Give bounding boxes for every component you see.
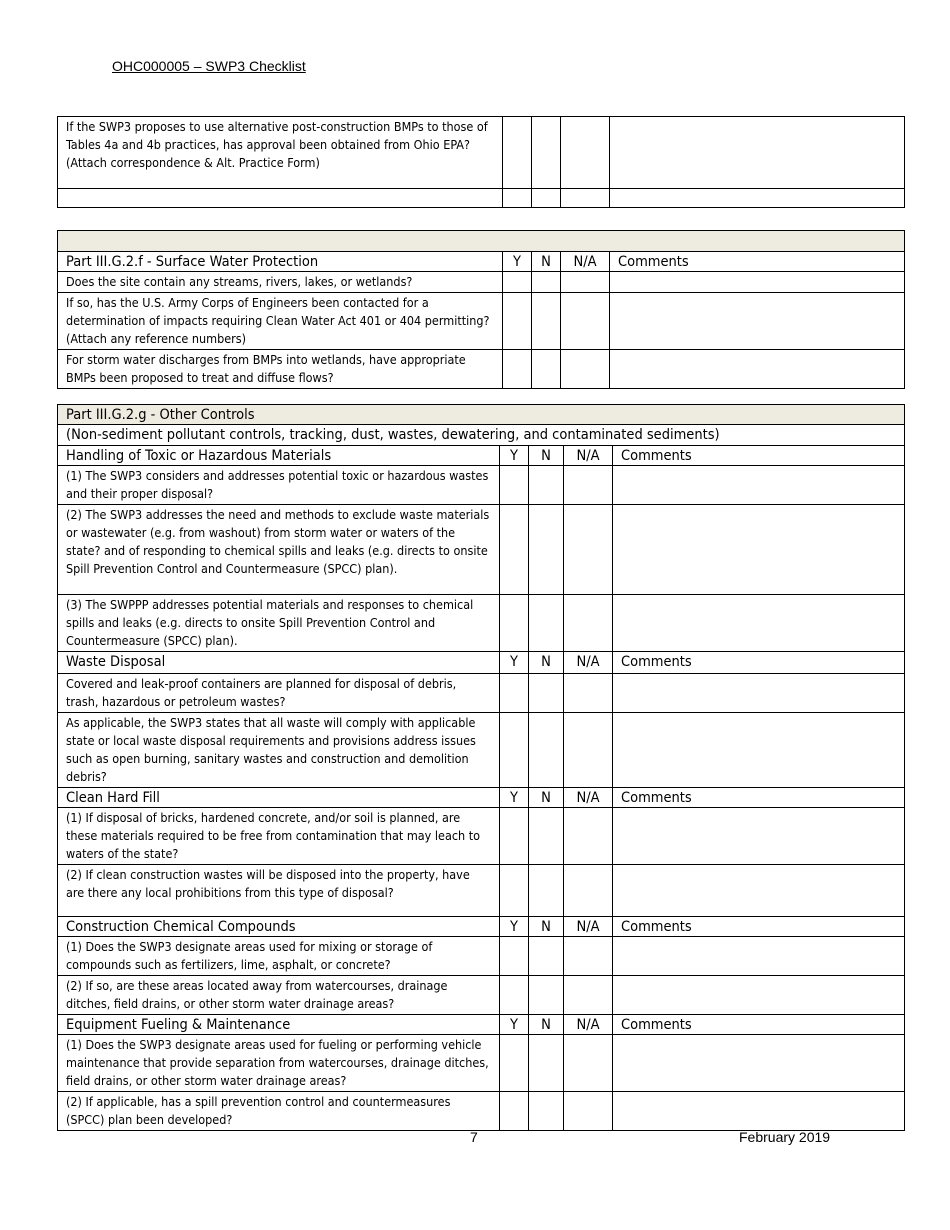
answer-n-cell[interactable] bbox=[529, 976, 564, 1015]
comments-cell[interactable] bbox=[613, 937, 905, 976]
question-text: As applicable, the SWP3 states that all waste will comply with applicable state or local waste disposal requirements and provisions address issues such as open burning, sanitary wastes and construction and demolition debris? bbox=[58, 713, 500, 788]
footer-date: February 2019 bbox=[739, 1129, 831, 1145]
answer-n-cell[interactable] bbox=[532, 189, 561, 208]
question-text: If the SWP3 proposes to use alternative post-construction BMPs to those of Tables 4a and 4b practices, has approval been obtained from Ohio EPA? (Attach correspondence & Alt. Practice Form) bbox=[58, 117, 503, 189]
question-text: (3) The SWPPP addresses potential materials and responses to chemical spills and leaks (e.g. directs to onsite Spill Prevention Control and Countermeasure (SPCC) plan). bbox=[58, 595, 500, 652]
col-comments-header: Comments bbox=[610, 252, 905, 272]
alt-bmp-table bbox=[57, 116, 905, 208]
question-text: (2) If applicable, has a spill prevention control and countermeasures (SPCC) plan been developed? bbox=[58, 1092, 500, 1131]
answer-y-cell[interactable] bbox=[500, 1035, 529, 1092]
answer-y-cell[interactable] bbox=[500, 976, 529, 1015]
subsection-title: Handling of Toxic or Hazardous Materials bbox=[58, 446, 500, 466]
question-text: (2) If clean construction wastes will be disposed into the property, have are there any local prohibitions from this type of disposal? bbox=[58, 865, 500, 917]
table-row bbox=[58, 937, 905, 976]
section-title: Part III.G.2.g - Other Controls bbox=[58, 405, 905, 425]
col-y-header: Y bbox=[500, 1015, 529, 1035]
comments-cell[interactable] bbox=[610, 293, 905, 350]
answer-y-cell[interactable] bbox=[503, 293, 532, 350]
answer-na-cell[interactable] bbox=[564, 976, 613, 1015]
question-text: Does the site contain any streams, rivers, lakes, or wetlands? bbox=[58, 272, 503, 293]
question-text: (1) The SWP3 considers and addresses potential toxic or hazardous wastes and their proper disposal? bbox=[58, 466, 500, 505]
answer-y-cell[interactable] bbox=[500, 1092, 529, 1131]
answer-n-cell[interactable] bbox=[529, 808, 564, 865]
answer-na-cell[interactable] bbox=[561, 350, 610, 389]
comments-cell[interactable] bbox=[613, 713, 905, 788]
answer-na-cell[interactable] bbox=[564, 865, 613, 917]
answer-y-cell[interactable] bbox=[503, 350, 532, 389]
answer-y-cell[interactable] bbox=[500, 595, 529, 652]
col-n-header: N bbox=[529, 917, 564, 937]
answer-na-cell[interactable] bbox=[561, 117, 610, 189]
comments-cell[interactable] bbox=[613, 595, 905, 652]
col-comments-header: Comments bbox=[613, 652, 905, 674]
answer-na-cell[interactable] bbox=[564, 1092, 613, 1131]
col-comments-header: Comments bbox=[613, 917, 905, 937]
answer-y-cell[interactable] bbox=[503, 117, 532, 189]
answer-y-cell[interactable] bbox=[500, 808, 529, 865]
question-text: (1) If disposal of bricks, hardened concrete, and/or soil is planned, are these materials required to be free from contamination that may leach to waters of the state? bbox=[58, 808, 500, 865]
col-na-header: N/A bbox=[564, 652, 613, 674]
subsection-header-row bbox=[58, 1015, 905, 1035]
table-row bbox=[58, 272, 905, 293]
answer-na-cell[interactable] bbox=[564, 713, 613, 788]
col-n-header: N bbox=[532, 252, 561, 272]
question-text: (2) The SWP3 addresses the need and methods to exclude waste materials or wastewater (e.g. from washout) from storm water or waters of the state? and of responding to chemical spills and leaks (e.g. directs to onsite Spill Prevention Control and Countermeasure (SPCC) plan). bbox=[58, 505, 500, 595]
answer-na-cell[interactable] bbox=[561, 272, 610, 293]
answer-n-cell[interactable] bbox=[529, 1035, 564, 1092]
comments-cell[interactable] bbox=[613, 466, 905, 505]
table-row bbox=[58, 1092, 905, 1131]
table-row bbox=[58, 595, 905, 652]
answer-na-cell[interactable] bbox=[564, 674, 613, 713]
answer-n-cell[interactable] bbox=[529, 1092, 564, 1131]
table-row bbox=[58, 865, 905, 917]
answer-na-cell[interactable] bbox=[561, 189, 610, 208]
col-comments-header: Comments bbox=[613, 788, 905, 808]
question-text: (1) Does the SWP3 designate areas used for mixing or storage of compounds such as fertilizers, lime, asphalt, or concrete? bbox=[58, 937, 500, 976]
col-y-header: Y bbox=[500, 917, 529, 937]
blank-cell bbox=[58, 189, 503, 208]
col-comments-header: Comments bbox=[613, 1015, 905, 1035]
comments-cell[interactable] bbox=[610, 350, 905, 389]
col-comments-header: Comments bbox=[613, 446, 905, 466]
comments-cell[interactable] bbox=[610, 189, 905, 208]
section-subtitle: (Non-sediment pollutant controls, tracking, dust, wastes, dewatering, and contaminated sediments) bbox=[58, 425, 905, 446]
answer-y-cell[interactable] bbox=[500, 674, 529, 713]
col-na-header: N/A bbox=[564, 1015, 613, 1035]
other-controls-table bbox=[57, 404, 905, 1131]
subsection-title: Construction Chemical Compounds bbox=[58, 917, 500, 937]
answer-na-cell[interactable] bbox=[564, 595, 613, 652]
table-row bbox=[58, 713, 905, 788]
answer-y-cell[interactable] bbox=[500, 937, 529, 976]
table-row bbox=[58, 808, 905, 865]
answer-n-cell[interactable] bbox=[529, 937, 564, 976]
question-text: If so, has the U.S. Army Corps of Engineers been contacted for a determination of impacts requiring Clean Water Act 401 or 404 permitting? (Attach any reference numbers) bbox=[58, 293, 503, 350]
comments-cell[interactable] bbox=[613, 808, 905, 865]
section-subtitle-row bbox=[58, 425, 905, 446]
col-y-header: Y bbox=[500, 788, 529, 808]
answer-n-cell[interactable] bbox=[529, 595, 564, 652]
answer-n-cell[interactable] bbox=[529, 674, 564, 713]
comments-cell[interactable] bbox=[613, 1092, 905, 1131]
col-n-header: N bbox=[529, 788, 564, 808]
subsection-header-row bbox=[58, 446, 905, 466]
answer-y-cell[interactable] bbox=[503, 272, 532, 293]
answer-n-cell[interactable] bbox=[529, 713, 564, 788]
document-title: OHC000005 – SWP3 Checklist bbox=[112, 58, 306, 74]
answer-na-cell[interactable] bbox=[564, 505, 613, 595]
subsection-title: Equipment Fueling & Maintenance bbox=[58, 1015, 500, 1035]
col-y-header: Y bbox=[500, 446, 529, 466]
subsection-title: Clean Hard Fill bbox=[58, 788, 500, 808]
table-row bbox=[58, 505, 905, 595]
comments-cell[interactable] bbox=[613, 505, 905, 595]
comments-cell[interactable] bbox=[613, 976, 905, 1015]
subsection-header-row bbox=[58, 652, 905, 674]
answer-y-cell[interactable] bbox=[500, 505, 529, 595]
comments-cell[interactable] bbox=[610, 117, 905, 189]
answer-n-cell[interactable] bbox=[529, 505, 564, 595]
col-y-header: Y bbox=[503, 252, 532, 272]
table-row bbox=[58, 350, 905, 389]
comments-cell[interactable] bbox=[610, 272, 905, 293]
col-na-header: N/A bbox=[561, 252, 610, 272]
answer-n-cell[interactable] bbox=[532, 293, 561, 350]
table-row bbox=[58, 189, 905, 208]
table-row bbox=[58, 976, 905, 1015]
answer-n-cell[interactable] bbox=[532, 117, 561, 189]
question-text: Covered and leak-proof containers are planned for disposal of debris, trash, hazardous or petroleum wastes? bbox=[58, 674, 500, 713]
section-band bbox=[58, 405, 905, 425]
surface-water-table bbox=[57, 230, 905, 389]
table-row bbox=[58, 674, 905, 713]
section-band bbox=[58, 231, 905, 252]
table-row bbox=[58, 293, 905, 350]
col-y-header: Y bbox=[500, 652, 529, 674]
question-text: (2) If so, are these areas located away from watercourses, drainage ditches, field drains, or other storm water drainage areas? bbox=[58, 976, 500, 1015]
col-n-header: N bbox=[529, 1015, 564, 1035]
comments-cell[interactable] bbox=[613, 1035, 905, 1092]
col-na-header: N/A bbox=[564, 446, 613, 466]
section-header-row bbox=[58, 252, 905, 272]
answer-na-cell[interactable] bbox=[561, 293, 610, 350]
section-title: Part III.G.2.f - Surface Water Protection bbox=[58, 252, 503, 272]
answer-n-cell[interactable] bbox=[529, 466, 564, 505]
table-row bbox=[58, 117, 905, 189]
comments-cell[interactable] bbox=[613, 674, 905, 713]
table-row bbox=[58, 1035, 905, 1092]
answer-na-cell[interactable] bbox=[564, 937, 613, 976]
table-row bbox=[58, 466, 905, 505]
subsection-title: Waste Disposal bbox=[58, 652, 500, 674]
answer-na-cell[interactable] bbox=[564, 466, 613, 505]
answer-y-cell[interactable] bbox=[500, 713, 529, 788]
answer-na-cell[interactable] bbox=[564, 1035, 613, 1092]
answer-n-cell[interactable] bbox=[532, 350, 561, 389]
answer-y-cell[interactable] bbox=[503, 189, 532, 208]
subsection-header-row bbox=[58, 788, 905, 808]
answer-n-cell[interactable] bbox=[532, 272, 561, 293]
answer-y-cell[interactable] bbox=[500, 865, 529, 917]
page-number: 7 bbox=[470, 1129, 478, 1145]
question-text: For storm water discharges from BMPs into wetlands, have appropriate BMPs been proposed to treat and diffuse flows? bbox=[58, 350, 503, 389]
answer-n-cell[interactable] bbox=[529, 865, 564, 917]
question-text: (1) Does the SWP3 designate areas used for fueling or performing vehicle maintenance that provide separation from watercourses, drainage ditches, field drains, or other storm water drainage areas? bbox=[58, 1035, 500, 1092]
col-n-header: N bbox=[529, 446, 564, 466]
col-na-header: N/A bbox=[564, 788, 613, 808]
col-n-header: N bbox=[529, 652, 564, 674]
answer-y-cell[interactable] bbox=[500, 466, 529, 505]
answer-na-cell[interactable] bbox=[564, 808, 613, 865]
subsection-header-row bbox=[58, 917, 905, 937]
comments-cell[interactable] bbox=[613, 865, 905, 917]
col-na-header: N/A bbox=[564, 917, 613, 937]
